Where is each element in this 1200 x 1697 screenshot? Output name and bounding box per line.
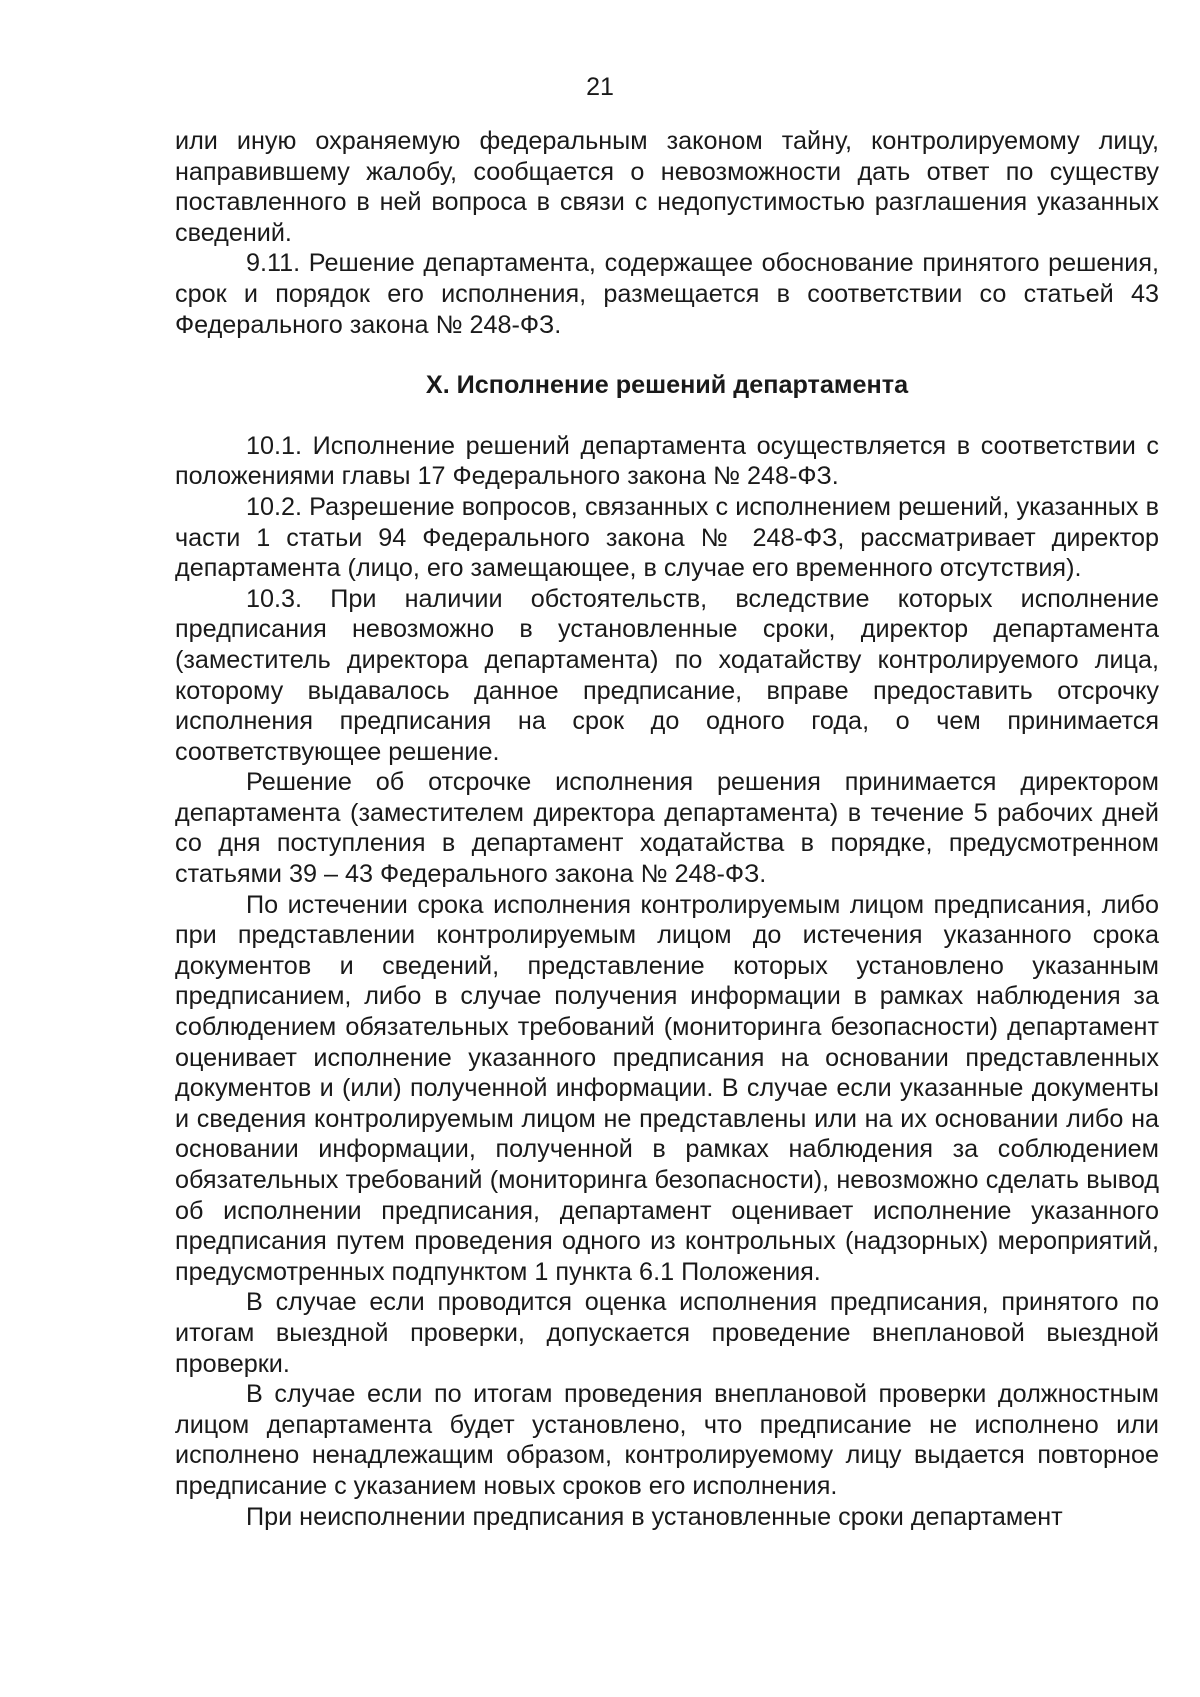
paragraph-9-11: 9.11. Решение департамента, содержащее обоснование принятого решения, срок и порядок его исполнения, размещается в соответствии со статьей 43 Федерального закона № 248-ФЗ.: [175, 249, 1159, 339]
paragraph-non-execution: При неисполнении предписания в установленные сроки департамент: [246, 1502, 1063, 1531]
section-heading: X. Исполнение решений департамента: [425, 371, 909, 400]
paragraph-10-3: 10.3. При наличии обстоятельств, вследствие которых исполнение предписания невозможно в установленные сроки, директор департамента (заместитель директора департамента) по ходатайству контролируемого лица, которому выдавалось данное предписание, вправе предоставить отсрочку исполнения предписания на срок до одного года, о чем принимается соответствующее решение.: [175, 584, 1159, 766]
paragraph-repeat-order: В случае если по итогам проведения внеплановой проверки должностным лицом департамента будет установлено, что предписание не исполнено или исполнено ненадлежащим образом, контролируемому лицу выдается повторное предписание с указанием новых сроков его исполнения.: [175, 1380, 1159, 1500]
paragraph-continuation: или иную охраняемую федеральным законом тайну, контролируемому лицу, направившему жалобу, сообщается о невозможности дать ответ по существу поставленного в ней вопроса в связи с недопустимостью разглашения указанных сведений.: [175, 127, 1159, 247]
paragraph-10-2: 10.2. Разрешение вопросов, связанных с исполнением решений, указанных в части 1 статьи 94 Федерального закона № 248-ФЗ, рассматривает директор департамента (лицо, его замещающее, в случае его временного отсутствия).: [175, 492, 1159, 583]
paragraph-deferral-decision: Решение об отсрочке исполнения решения принимается директором департамента (заместителем директора департамента) в течение 5 рабочих дней со дня поступления в департамент ходатайства в порядке, предусмотренном статьями 39 – 43 Федерального закона № 248-ФЗ.: [175, 768, 1159, 889]
document-body: [175, 126, 1159, 1532]
paragraph-unscheduled-inspection: В случае если проводится оценка исполнения предписания, принятого по итогам выездной проверки, допускается проведение внеплановой выездной проверки.: [175, 1288, 1159, 1378]
paragraph-assessment: По истечении срока исполнения контролируемым лицом предписания, либо при представлении контролируемым лицом до истечения указанного срока документов и сведений, представление которых установлено указанным предписанием, либо в случае получения информации в рамках наблюдения за соблюдением обязательных требований (мониторинга безопасности) департамент оценивает исполнение указанного предписания на основании представленных документов и (или) полученной информации. В случае если указанные документы и сведения контролируемым лицом не представлены или на их основании либо на основании информации, полученной в рамках наблюдения за соблюдением обязательных требований (мониторинга безопасности), невозможно сделать вывод об исполнении предписания, департамент оценивает исполнение указанного предписания путем проведения одного из контрольных (надзорных) мероприятий, предусмотренных подпунктом 1 пункта 6.1 Положения.: [175, 890, 1159, 1286]
paragraph-10-1: 10.1. Исполнение решений департамента осуществляется в соответствии с положениями главы 17 Федерального закона № 248-ФЗ.: [175, 431, 1159, 491]
page-number: 21: [586, 73, 614, 101]
